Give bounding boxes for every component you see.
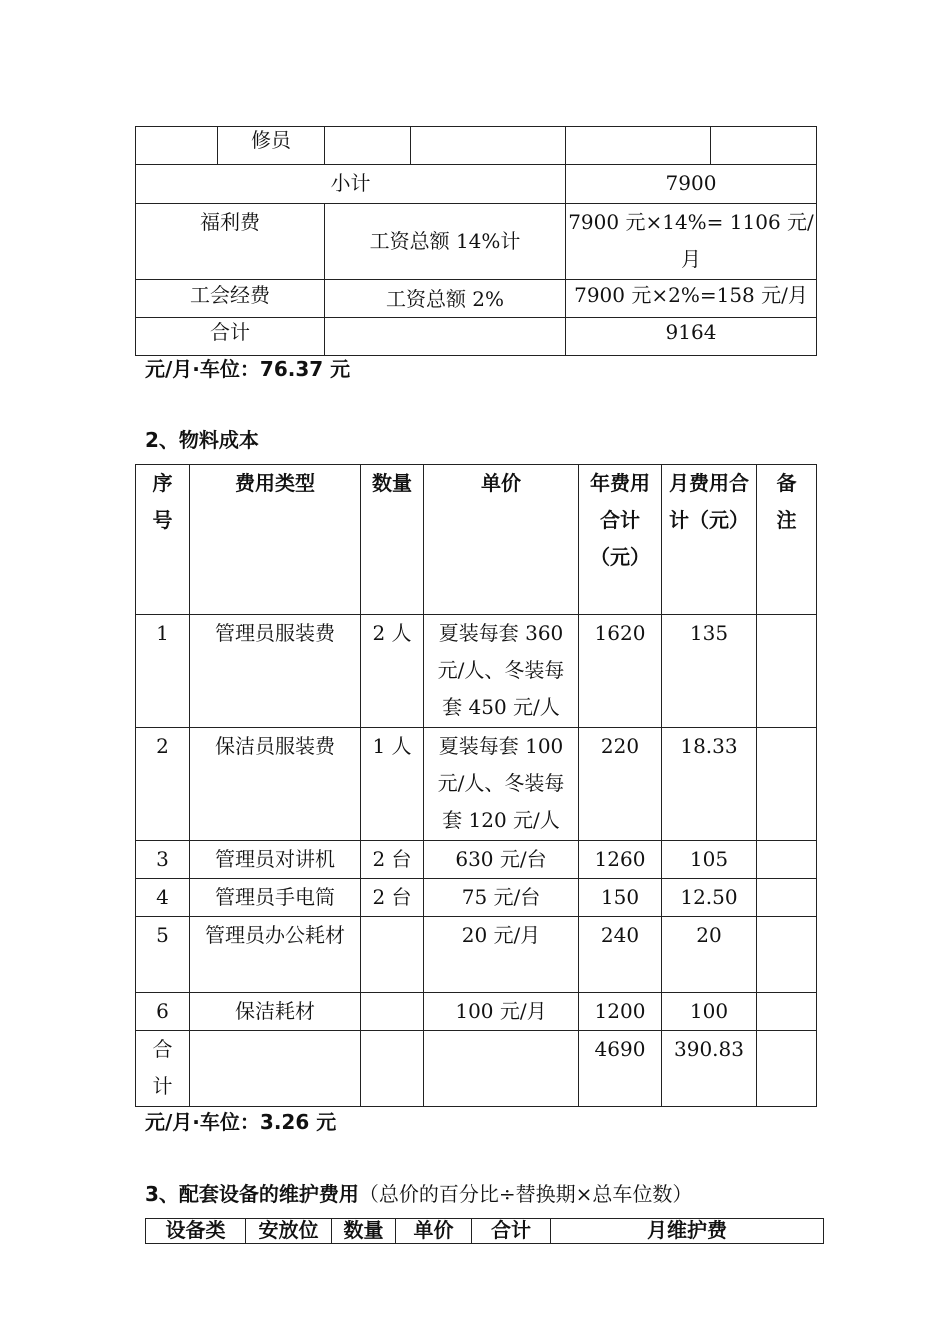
row-no: 4 (136, 879, 190, 917)
row-price: 100 元/月 (424, 993, 579, 1031)
welfare-label: 福利费 (136, 204, 325, 280)
table-row (136, 1031, 817, 1107)
row-note (757, 993, 817, 1031)
salary-table (135, 126, 817, 356)
col-header-qty: 数量 (332, 1219, 396, 1244)
row-type: 管理员办公耗材 (190, 917, 361, 993)
row-year: 1620 (579, 615, 662, 728)
row-no: 1 (136, 615, 190, 728)
welfare-basis: 工资总额 14%计 (325, 204, 566, 280)
row-no: 6 (136, 993, 190, 1031)
materials-table (135, 464, 817, 1107)
table-row (136, 127, 817, 165)
col-header-price: 单价 (396, 1219, 472, 1244)
section-3-title (145, 1180, 692, 1208)
row-no: 合计 (136, 1031, 190, 1107)
row-type: 保洁员服装费 (190, 728, 361, 841)
per-space-cost-2: 元/月·车位：3.26 元 (145, 1110, 337, 1134)
col-header-note: 备注 (757, 465, 817, 615)
col-header-no: 序号 (136, 465, 190, 615)
row-month: 12.50 (662, 879, 757, 917)
col-header-month-total: 月费用合计（元） (662, 465, 757, 615)
union-label: 工会经费 (136, 280, 325, 318)
section-2-title: 2、物料成本 (145, 428, 259, 452)
table-row (136, 318, 817, 356)
col-header-price: 单价 (424, 465, 579, 615)
row-qty: 1 人 (361, 728, 424, 841)
row-month: 105 (662, 841, 757, 879)
row-month: 20 (662, 917, 757, 993)
table-cell (411, 127, 566, 165)
section-3-title-main: 3、配套设备的维护费用 (145, 1182, 359, 1206)
row-year: 4690 (579, 1031, 662, 1107)
table-row (136, 165, 817, 204)
col-header-equipment: 设备类 (146, 1219, 246, 1244)
row-type: 保洁耗材 (190, 993, 361, 1031)
row-no: 3 (136, 841, 190, 879)
row-qty (361, 993, 424, 1031)
row-type: 管理员手电筒 (190, 879, 361, 917)
row-type (190, 1031, 361, 1107)
table-row (136, 993, 817, 1031)
welfare-calc-text: 7900 元×14%= 1106 元/月 (568, 210, 814, 271)
welfare-calc (566, 204, 817, 280)
row-month: 18.33 (662, 728, 757, 841)
col-header-qty: 数量 (361, 465, 424, 615)
total-label: 合计 (136, 318, 325, 356)
row-price: 20 元/月 (424, 917, 579, 993)
row-qty: 2 人 (361, 615, 424, 728)
row-qty (361, 917, 424, 993)
row-note (757, 841, 817, 879)
row-price: 75 元/台 (424, 879, 579, 917)
table-row (136, 280, 817, 318)
section-3-title-formula: （总价的百分比÷替换期×总车位数） (358, 1182, 693, 1206)
row-type: 管理员对讲机 (190, 841, 361, 879)
union-basis: 工资总额 2% (325, 280, 566, 318)
table-header-row (136, 465, 817, 615)
row-year: 1260 (579, 841, 662, 879)
row-qty (361, 1031, 424, 1107)
row-note (757, 1031, 817, 1107)
col-header-year-total: 年费用 合计（元） (579, 465, 662, 615)
row-price: 630 元/台 (424, 841, 579, 879)
row-year: 240 (579, 917, 662, 993)
subtotal-value: 7900 (566, 165, 817, 204)
col-header-location: 安放位 (246, 1219, 332, 1244)
row-note (757, 879, 817, 917)
row-note (757, 615, 817, 728)
table-row (136, 615, 817, 728)
row-note (757, 917, 817, 993)
row-note (757, 728, 817, 841)
table-row (136, 728, 817, 841)
row-qty: 2 台 (361, 841, 424, 879)
table-row (136, 841, 817, 879)
row-price (424, 1031, 579, 1107)
row-year: 1200 (579, 993, 662, 1031)
table-cell (325, 127, 411, 165)
total-value: 9164 (566, 318, 817, 356)
per-space-cost-1: 元/月·车位：76.37 元 (145, 357, 351, 381)
row-year: 150 (579, 879, 662, 917)
row-no: 5 (136, 917, 190, 993)
table-row (136, 917, 817, 993)
table-row (136, 879, 817, 917)
col-header-total: 合计 (472, 1219, 551, 1244)
table-row (136, 204, 817, 280)
row-no: 2 (136, 728, 190, 841)
col-header-monthly-maint: 月维护费 (551, 1219, 824, 1244)
col-header-type: 费用类型 (190, 465, 361, 615)
equipment-table (145, 1218, 824, 1244)
total-basis (325, 318, 566, 356)
row-year: 220 (579, 728, 662, 841)
table-cell: 修员 (218, 127, 325, 165)
union-calc: 7900 元×2%=158 元/月 (566, 280, 817, 318)
row-month: 390.83 (662, 1031, 757, 1107)
table-header-row (146, 1219, 824, 1244)
row-qty: 2 台 (361, 879, 424, 917)
table-cell (711, 127, 817, 165)
row-type: 管理员服装费 (190, 615, 361, 728)
subtotal-label: 小计 (136, 165, 566, 204)
table-cell (566, 127, 711, 165)
row-price: 夏装每套 100 元/人、冬装每套 120 元/人 (424, 728, 579, 841)
row-month: 100 (662, 993, 757, 1031)
row-price: 夏装每套 360 元/人、冬装每套 450 元/人 (424, 615, 579, 728)
table-cell (136, 127, 218, 165)
row-month: 135 (662, 615, 757, 728)
